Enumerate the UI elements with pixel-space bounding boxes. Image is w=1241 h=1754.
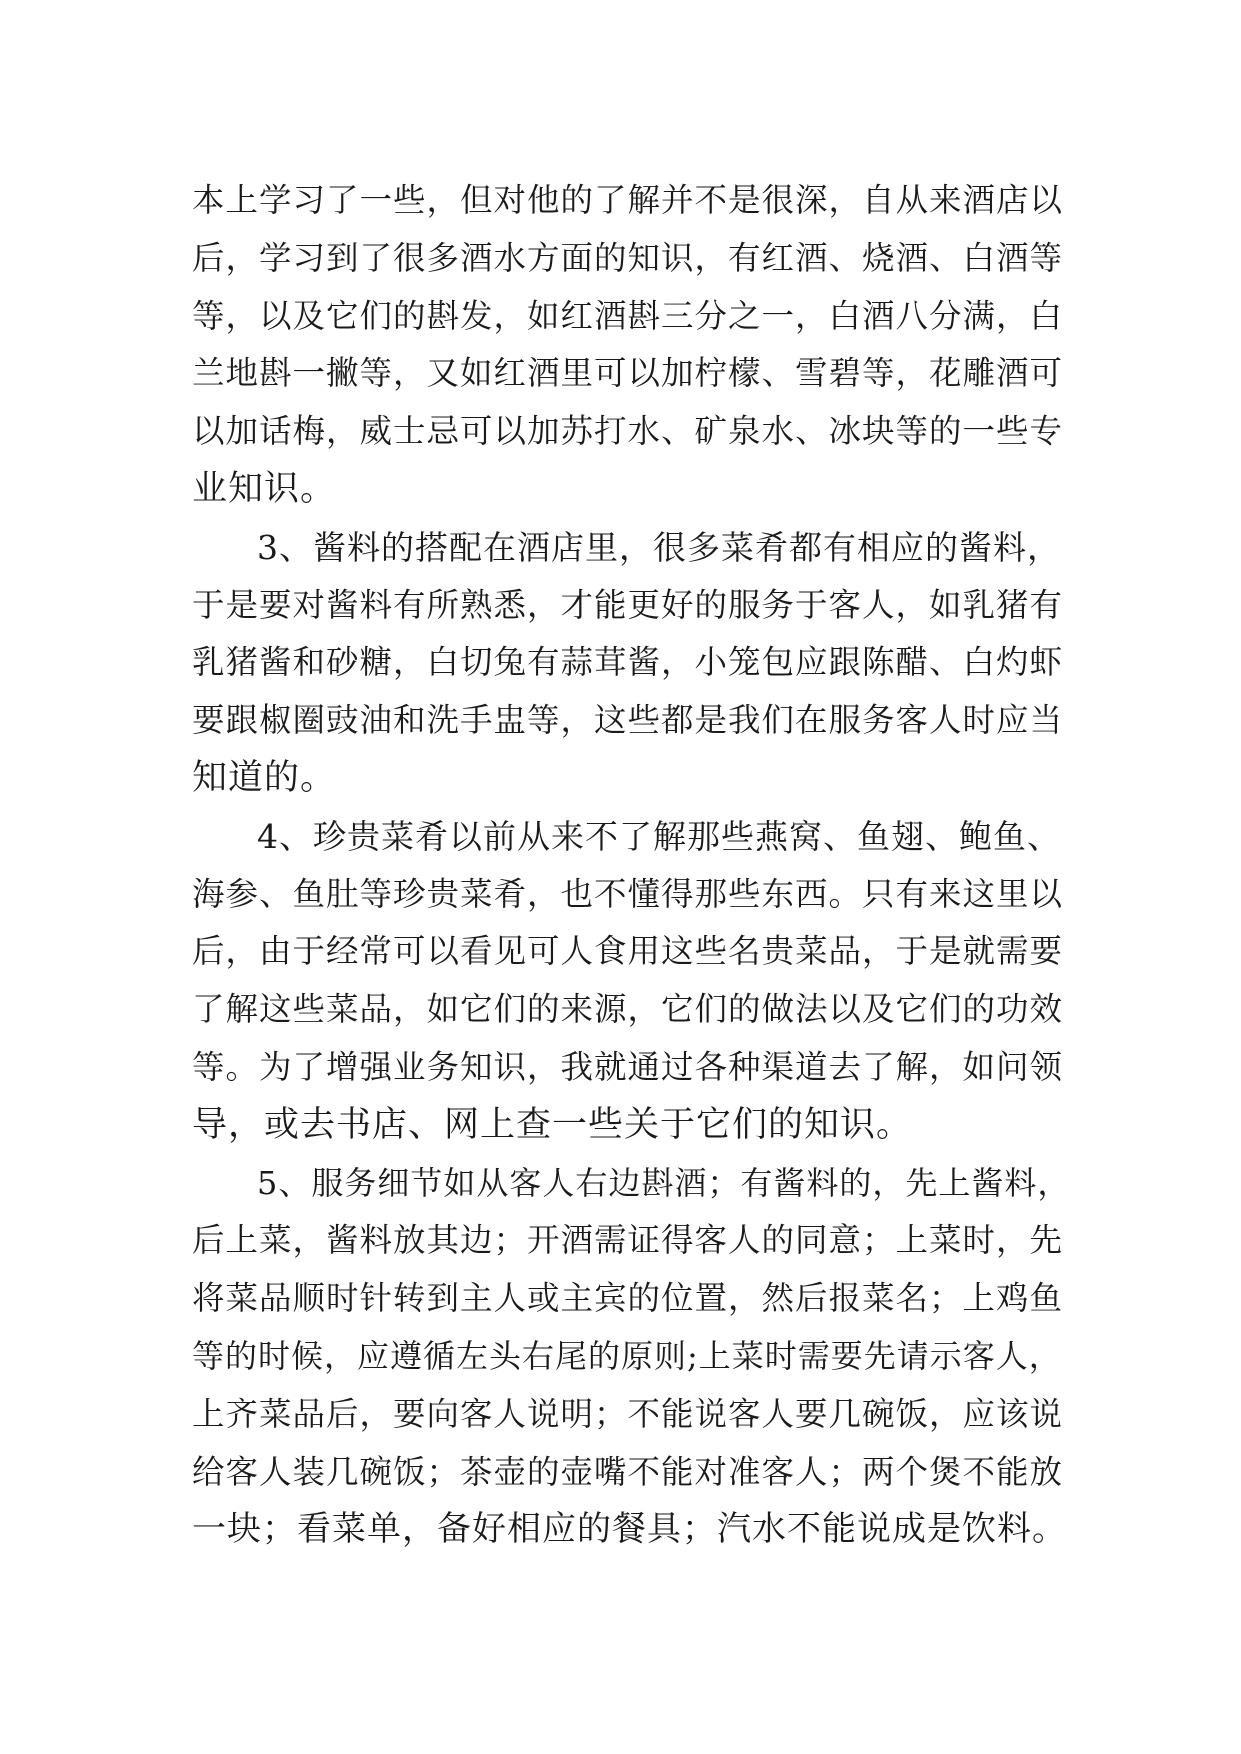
- text-line: 于是要对酱料有所熟悉，才能更好的服务于客人，如乳猪有: [192, 585, 1064, 624]
- text-line: 要跟椒圈豉油和洗手盅等，这些都是我们在服务客人时应当: [192, 701, 1064, 740]
- text-line: 海参、鱼肚等珍贵菜肴，也不懂得那些东西。只有来这里以: [192, 874, 1064, 913]
- text-line: 等的时候，应遵循左头右尾的原则;上菜时需要先请示客人，: [192, 1336, 1062, 1375]
- text-line: 业知识。: [192, 468, 337, 509]
- text-line: 以加话梅，威士忌可以加苏打水、矿泉水、冰块等的一些专: [192, 412, 1064, 451]
- text-line: 兰地斟一撇等，又如红酒里可以加柠檬、雪碧等，花雕酒可: [192, 354, 1064, 393]
- document-body: [192, 172, 1072, 1559]
- text-line: 上齐菜品后，要向客人说明；不能说客人要几碗饭，应该说: [192, 1394, 1064, 1433]
- text-line: 乳猪酱和砂糖，白切兔有蒜茸酱，小笼包应跟陈醋、白灼虾: [192, 643, 1064, 682]
- text-line: 等。为了增强业务知识，我就通过各种渠道去了解，如问领: [192, 1047, 1064, 1086]
- text-line: 将菜品顺时针转到主人或主宾的位置，然后报菜名；上鸡鱼: [192, 1279, 1064, 1318]
- text-line: 了解这些菜品，如它们的来源，它们的做法以及它们的功效: [192, 990, 1064, 1029]
- paragraph-first-line: 4、珍贵菜肴以前从来不了解那些燕窝、鱼翅、鲍鱼、: [257, 816, 1061, 856]
- text-line: 导，或去书店、网上查一些关于它们的知识。: [192, 1104, 913, 1145]
- paragraph-first-line: 3、酱料的搭配在酒店里，很多菜肴都有相应的酱料，: [257, 527, 1061, 567]
- text-line: 本上学习了一些，但对他的了解并不是很深，自从来酒店以: [192, 181, 1064, 219]
- text-line: 一块；看菜单，备好相应的餐具；汽水不能说成是饮料。: [192, 1509, 1067, 1550]
- text-line: 后，由于经常可以看见可人食用这些名贵菜品，于是就需要: [192, 932, 1064, 971]
- paragraph-first-line: 5、服务细节如从客人右边斟酒；有酱料的，先上酱料，: [257, 1163, 1071, 1202]
- text-line: 后，学习到了很多酒水方面的知识，有红酒、烧酒、白酒等: [192, 238, 1064, 277]
- text-line: 等，以及它们的斟发，如红酒斟三分之一，白酒八分满，白: [192, 296, 1064, 335]
- text-line: 知道的。: [192, 757, 337, 798]
- text-line: 给客人装几碗饭；茶壶的壶嘴不能对准客人；两个煲不能放: [192, 1452, 1064, 1491]
- text-line: 后上菜，酱料放其边；开酒需证得客人的同意；上菜时，先: [192, 1221, 1064, 1260]
